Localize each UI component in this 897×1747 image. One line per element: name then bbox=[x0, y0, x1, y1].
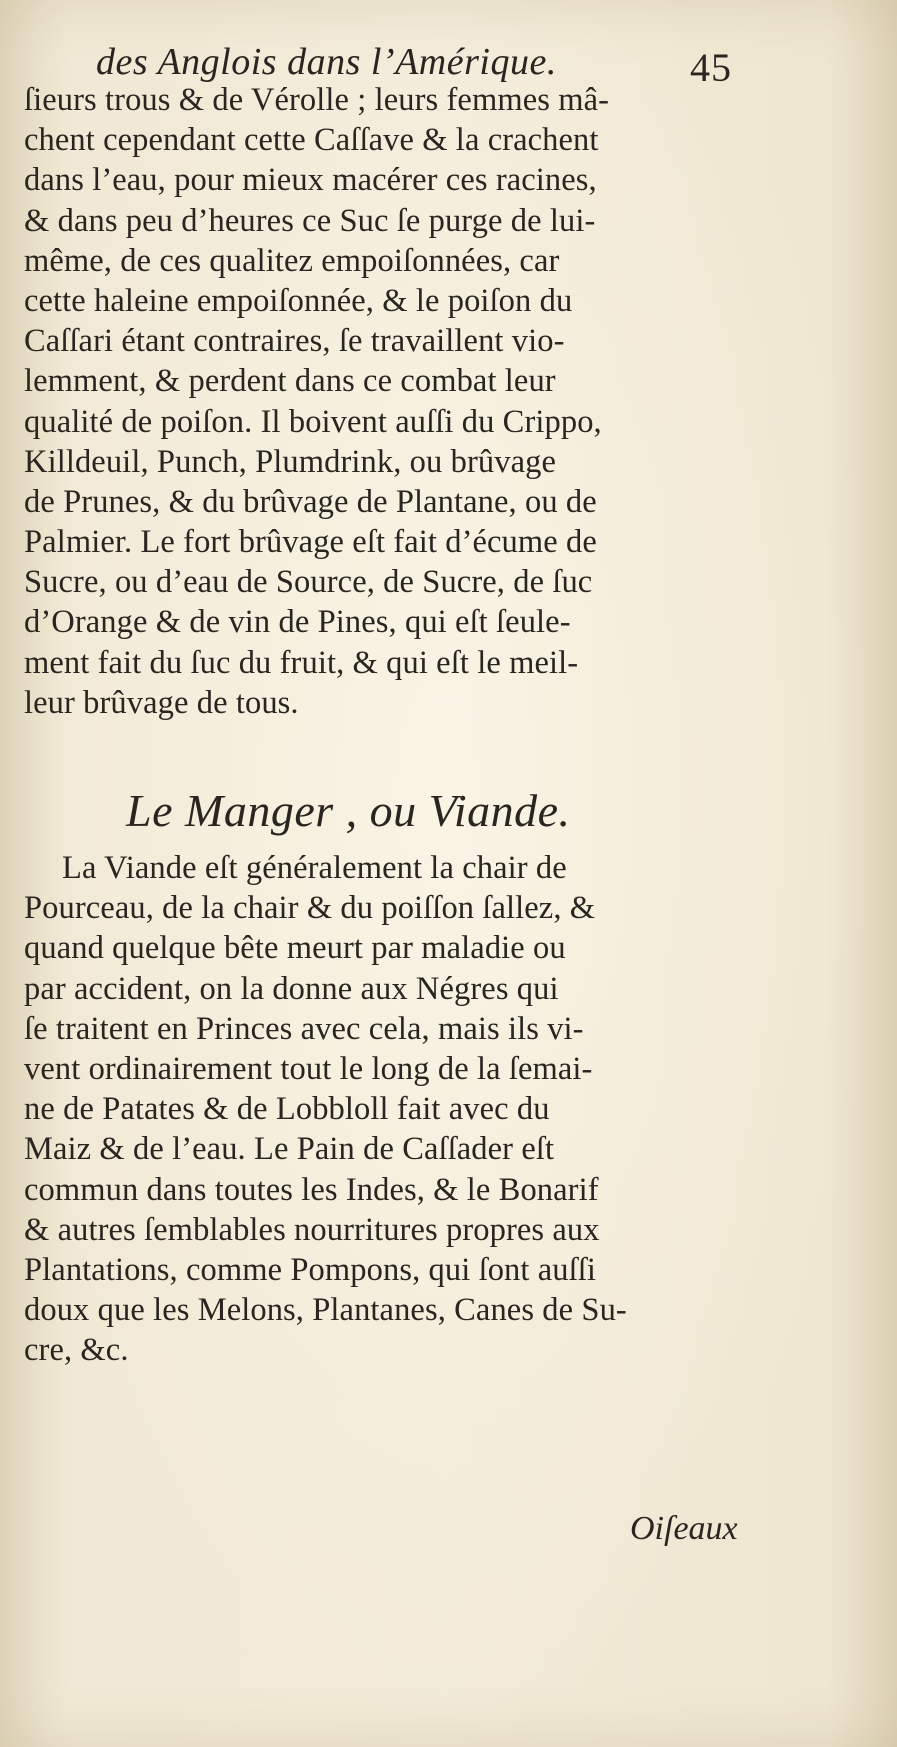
text-line: & autres ſemblables nourritures propres aux bbox=[24, 1211, 600, 1248]
text-line: commun dans toutes les Indes, & le Bonarif bbox=[24, 1171, 599, 1208]
text-line: qualité de poiſon. Il boivent auſſi du Crippo, bbox=[24, 403, 602, 440]
text-line: chent cependant cette Caſſave & la crachent bbox=[24, 122, 599, 159]
text-line: quand quelque bête meurt par maladie ou bbox=[24, 930, 566, 967]
text-line: ſe traitent en Princes avec cela, mais ils vi- bbox=[24, 1010, 584, 1047]
text-line: Pourceau, de la chair & du poiſſon ſallez, & bbox=[24, 890, 596, 927]
text-line: vent ordinairement tout le long de la ſemai- bbox=[24, 1050, 593, 1087]
text-line: dans l’eau, pour mieux macérer ces racines, bbox=[24, 162, 597, 199]
page-number: 45 bbox=[690, 45, 732, 90]
text-line: leur brûvage de tous. bbox=[24, 684, 299, 721]
text-line: Maiz & de l’eau. Le Pain de Caſſader eſt bbox=[24, 1131, 555, 1168]
text-line: ſieurs trous & de Vérolle ; leurs femmes mâ- bbox=[24, 82, 610, 118]
text-line: doux que les Melons, Plantanes, Canes de Su- bbox=[24, 1292, 627, 1329]
text-line: cette haleine empoiſonnée, & le poiſon du bbox=[24, 282, 573, 319]
text-line: Sucre, ou d’eau de Source, de Sucre, de ſuc bbox=[24, 564, 593, 601]
text-line: Plantations, comme Pompons, qui ſont auſſi bbox=[24, 1251, 597, 1288]
section-heading: Le Manger , ou Viande. bbox=[126, 785, 571, 836]
text-line: lemment, & perdent dans ce combat leur bbox=[24, 363, 556, 400]
text-line: cre, &c. bbox=[24, 1332, 129, 1369]
text-line: La Viande eſt généralement la chair de bbox=[62, 850, 567, 886]
text-line: Caſſari étant contraires, ſe travaillent vio- bbox=[24, 323, 565, 360]
text-line: ment fait du ſuc du fruit, & qui eſt le meil- bbox=[24, 644, 579, 681]
text-line: par accident, on la donne aux Négres qui bbox=[24, 970, 559, 1007]
text-line: même, de ces qualitez empoiſonnées, car bbox=[24, 242, 560, 279]
paragraph-1 bbox=[24, 80, 754, 723]
text-line: & dans peu d’heures ce Suc ſe purge de lui- bbox=[24, 202, 596, 239]
text-line: ne de Patates & de Lobbloll fait avec du bbox=[24, 1091, 550, 1128]
catchword: Oiſeaux bbox=[630, 1510, 738, 1547]
text-line: de Prunes, & du brûvage de Plantane, ou de bbox=[24, 483, 597, 520]
text-line: Palmier. Le fort brûvage eſt fait d’écume de bbox=[24, 524, 597, 561]
paragraph-2 bbox=[24, 848, 754, 1370]
text-line: Killdeuil, Punch, Plumdrink, ou brûvage bbox=[24, 443, 556, 480]
running-head: des Anglois dans l’Amérique. bbox=[96, 41, 557, 83]
text-line: d’Orange & de vin de Pines, qui eſt ſeule- bbox=[24, 604, 571, 641]
